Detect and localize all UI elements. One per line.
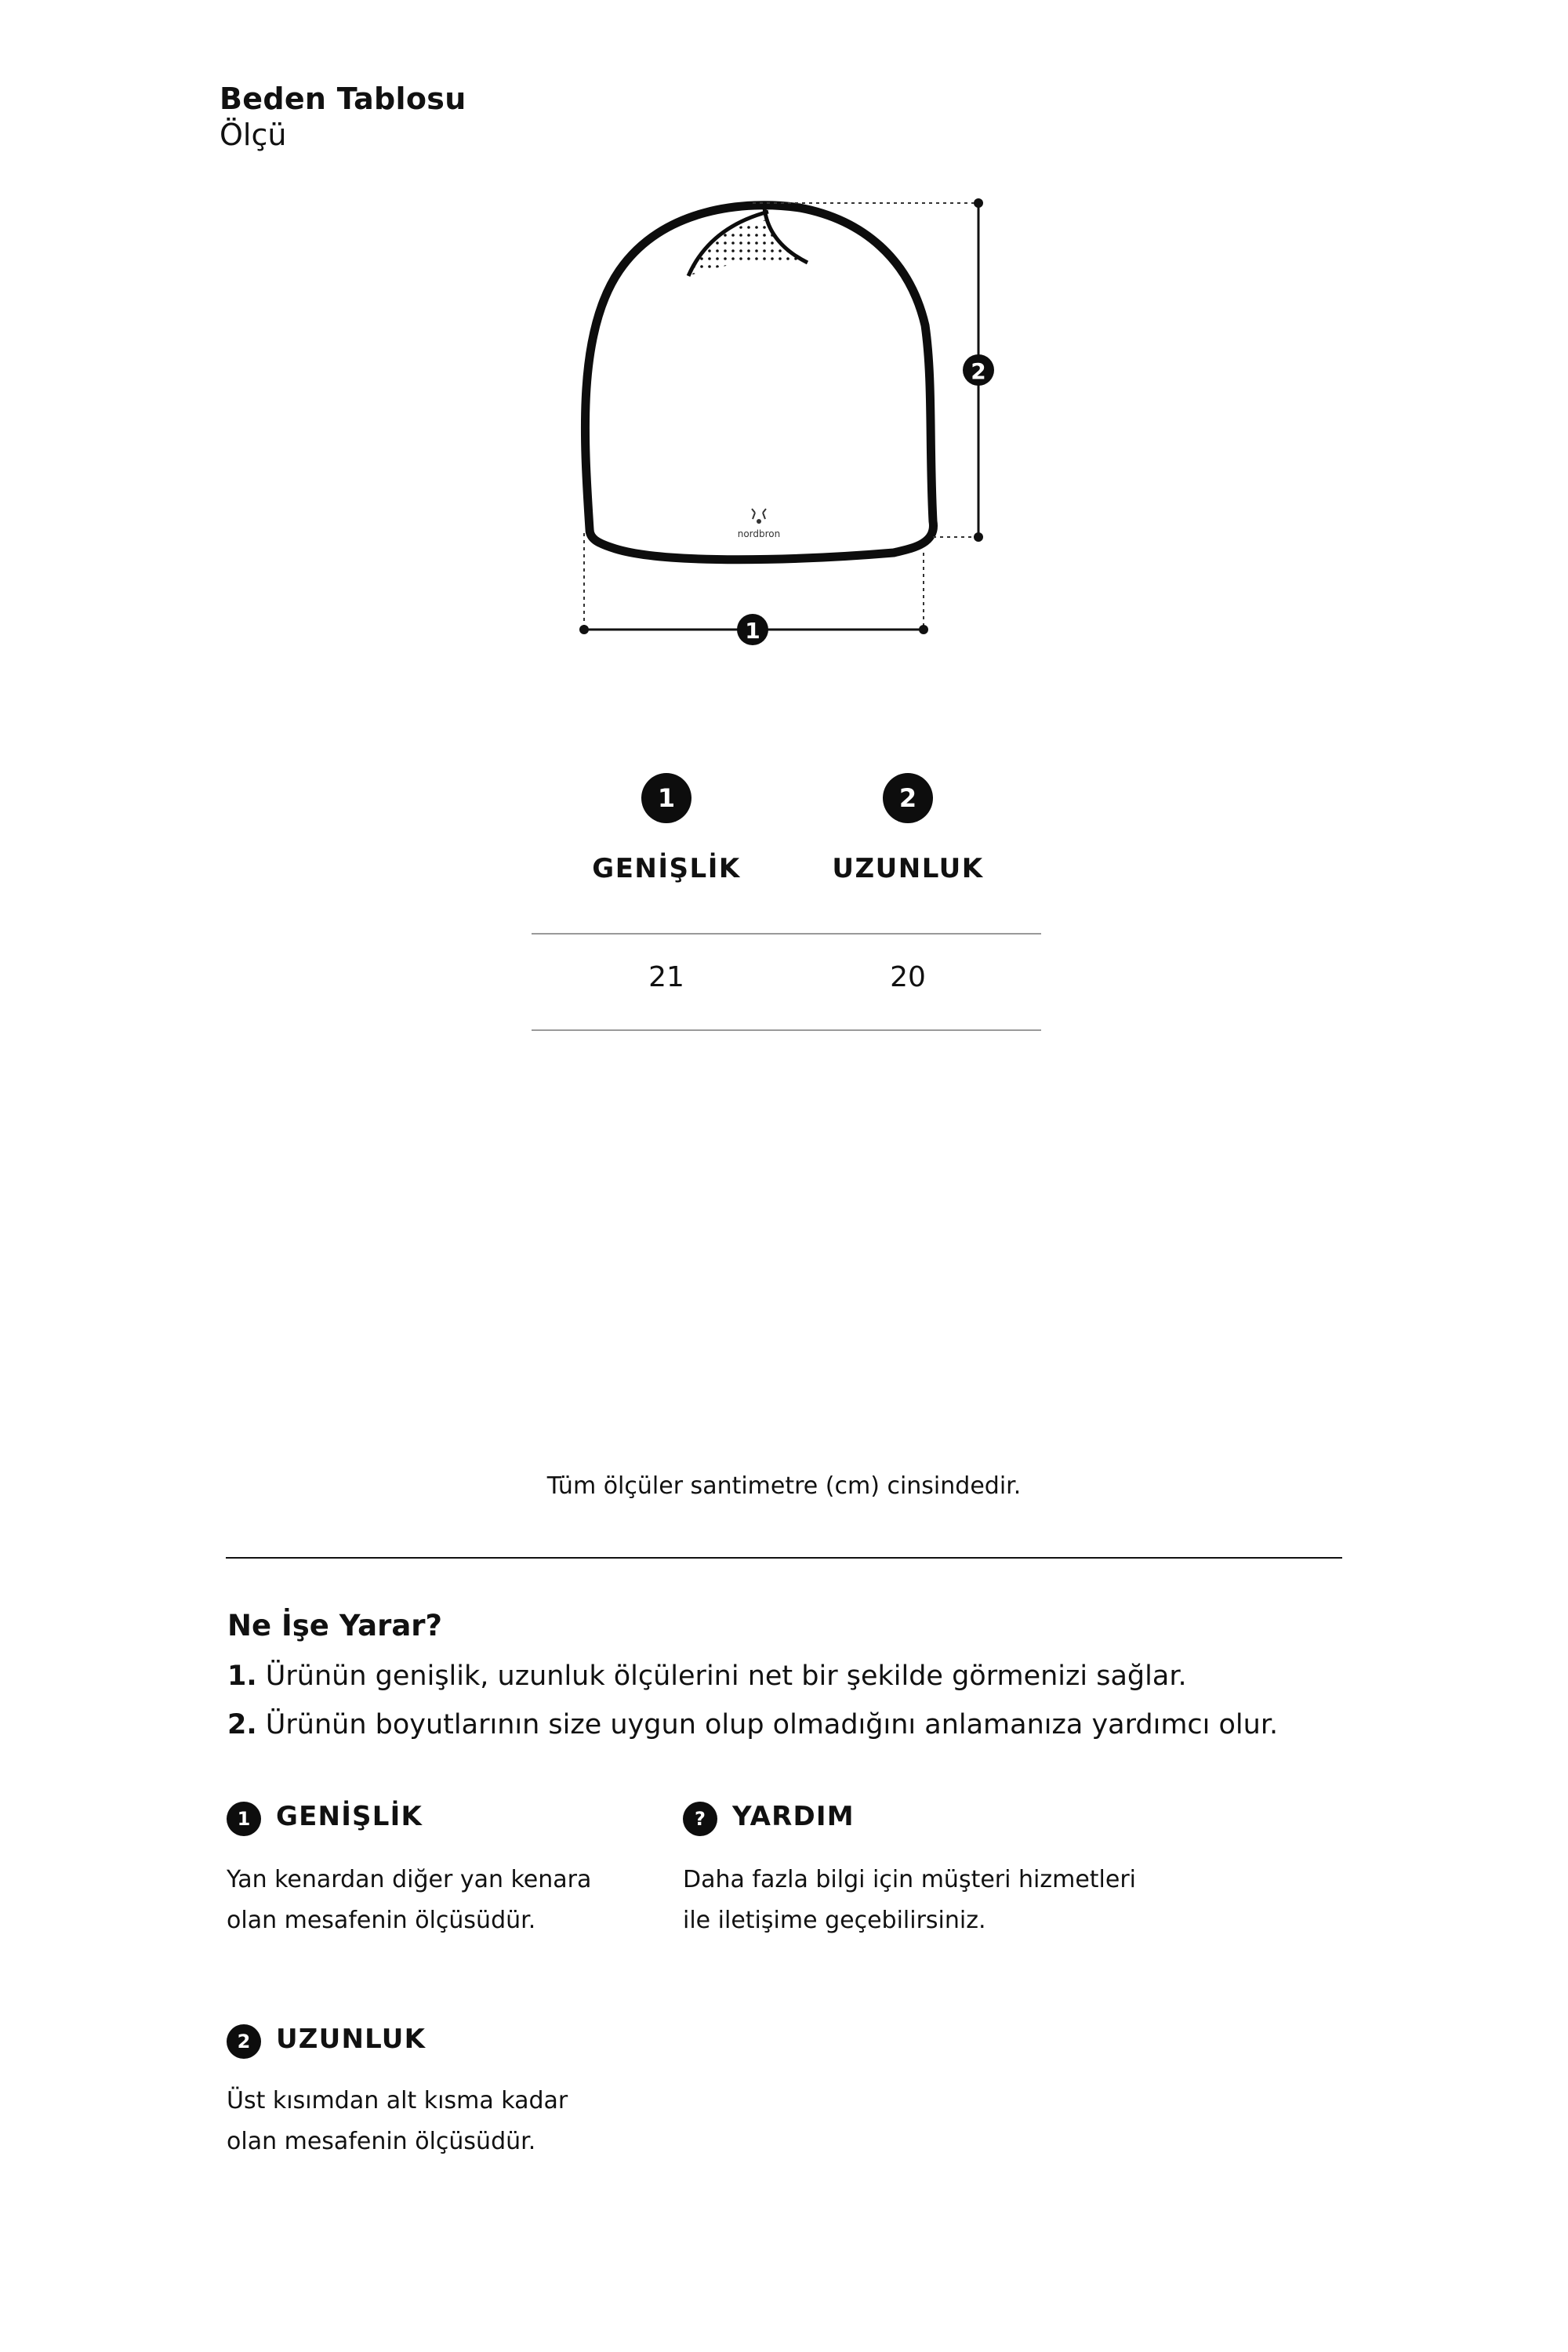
width-value: 21	[648, 961, 684, 993]
width-info-line-1: Yan kenardan diğer yan kenara	[227, 1866, 592, 1893]
help-info-line-2: ile iletişime geçebilirsiniz.	[683, 1907, 986, 1934]
list-item-number: 1.	[227, 1661, 257, 1692]
help-info-text	[683, 1860, 1185, 1941]
brand-logo-icon	[752, 509, 766, 524]
brand-logo-text: nordbron	[737, 528, 781, 539]
length-info-line-1: Üst kısımdan alt kısma kadar	[227, 2087, 568, 2114]
width-column-header: GENİŞLİK	[592, 853, 741, 884]
width-marker: 1	[745, 618, 760, 644]
width-info-title: GENİŞLİK	[276, 1801, 423, 1832]
list-item	[227, 1709, 1278, 1740]
width-info-line-2: olan mesafenin ölçüsüdür.	[227, 1907, 536, 1934]
length-badge: 2	[883, 773, 933, 823]
list-item-number: 2.	[227, 1709, 257, 1740]
units-note: Tüm ölçüler santimetre (cm) cinsindedir.	[546, 1472, 1022, 1500]
length-info-line-2: olan mesafenin ölçüsüdür.	[227, 2128, 536, 2155]
section-divider	[226, 1557, 1342, 1559]
page-subtitle: Ölçü	[220, 118, 287, 152]
beanie-measurement-diagram	[541, 184, 1027, 655]
width-badge: 1	[641, 773, 691, 823]
table-divider-bottom	[532, 1029, 1041, 1031]
help-icon: ?	[683, 1802, 717, 1836]
list-item-text: Ürünün boyutlarının size uygun olup olmadığını anlamanıza yardımcı olur.	[265, 1709, 1279, 1740]
list-item-text: Ürünün genişlik, uzunluk ölçülerini net bir şekilde görmenizi sağlar.	[265, 1661, 1187, 1692]
width-info-text	[227, 1860, 666, 1941]
width-info-badge: 1	[227, 1802, 261, 1836]
table-divider-top	[532, 933, 1041, 935]
length-column-header: UZUNLUK	[832, 853, 984, 884]
help-info-title: YARDIM	[732, 1801, 855, 1832]
info-title: Ne İşe Yarar?	[227, 1609, 442, 1642]
length-value: 20	[890, 961, 926, 993]
length-marker: 2	[971, 358, 986, 384]
page-title: Beden Tablosu	[220, 82, 466, 116]
length-info-title: UZUNLUK	[276, 2024, 426, 2055]
length-info-badge: 2	[227, 2024, 261, 2059]
help-info-line-1: Daha fazla bilgi için müşteri hizmetleri	[683, 1866, 1136, 1893]
list-item	[227, 1661, 1187, 1692]
length-info-text	[227, 2081, 666, 2162]
